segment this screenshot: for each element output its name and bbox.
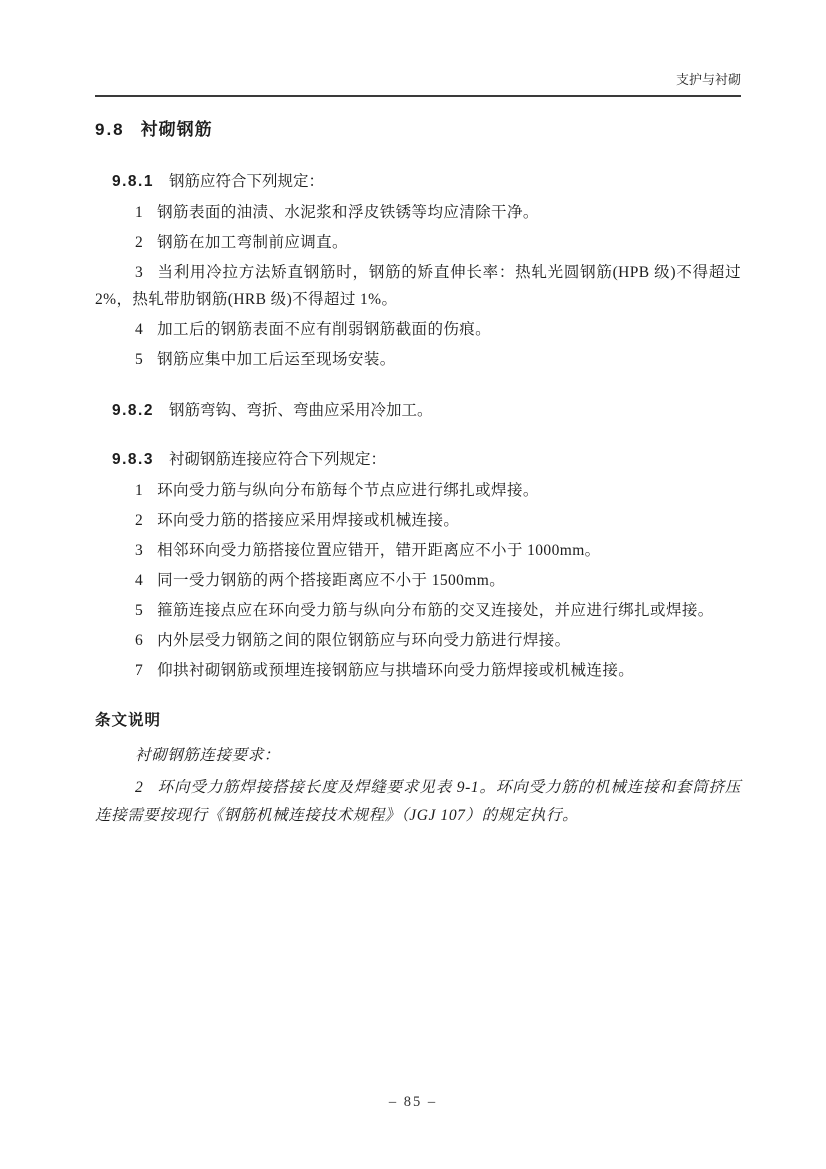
clause-9-8-1 [95, 171, 741, 373]
item-number: 4 [135, 321, 144, 338]
page-number-text: – 85 – [388, 1094, 438, 1110]
clause-9-8-3-item-7 [95, 657, 741, 684]
clause-9-8-1-item-5 [95, 346, 741, 373]
item-text: 当利用冷拉方法矫直钢筋时，钢筋的矫直伸长率：热轧光圆钢筋(HPB 级)不得超过 2%，热轧带肋钢筋(HRB 级)不得超过 1%。 [95, 264, 741, 308]
item-number: 5 [135, 602, 144, 619]
clause-9-8-2-title: 钢筋弯钩、弯折、弯曲应采用冷加工。 [168, 402, 433, 419]
clause-9-8-1-item-2 [95, 229, 741, 256]
commentary-paragraph-text: 环向受力筋焊接搭接长度及焊缝要求见表 9-1。环向受力筋的机械连接和套筒挤压连接需要按现行《钢筋机械连接技术规程》（JGJ 107）的规定执行。 [95, 779, 741, 824]
item-text: 仰拱衬砌钢筋或预埋连接钢筋应与拱墙环向受力筋焊接或机械连接。 [157, 662, 635, 679]
clause-9-8-1-item-1 [95, 199, 741, 226]
commentary-intro: 衬砌钢筋连接要求： [135, 747, 280, 764]
commentary-section [95, 710, 741, 830]
item-number: 2 [135, 234, 144, 251]
item-text: 加工后的钢筋表面不应有削弱钢筋截面的伤痕。 [157, 321, 492, 338]
clause-9-8-2-number: 9.8.2 [112, 402, 154, 419]
item-number: 3 [135, 542, 144, 559]
clause-9-8-3-number: 9.8.3 [112, 451, 154, 468]
item-number: 5 [135, 351, 144, 368]
clause-9-8-1-item-4 [95, 316, 741, 343]
commentary-paragraph-number: 2 [135, 779, 144, 796]
commentary-paragraph [95, 774, 741, 830]
item-number: 7 [135, 662, 144, 679]
item-number: 6 [135, 632, 144, 649]
item-number: 3 [135, 264, 144, 281]
clause-9-8-3-item-4 [95, 567, 741, 594]
clause-9-8-1-heading [95, 171, 741, 193]
item-number: 1 [135, 482, 144, 499]
item-number: 2 [135, 512, 144, 529]
clause-9-8-3-heading [95, 449, 741, 471]
clause-9-8-2 [95, 400, 741, 422]
item-number: 1 [135, 204, 144, 221]
clause-9-8-3-item-5 [95, 597, 741, 624]
item-number: 4 [135, 572, 144, 589]
item-text: 钢筋应集中加工后运至现场安装。 [157, 351, 396, 368]
page-number [0, 1094, 826, 1111]
clause-9-8-3-item-3 [95, 537, 741, 564]
clause-9-8-3-title: 衬砌钢筋连接应符合下列规定： [168, 451, 386, 468]
running-header [95, 0, 741, 97]
commentary-heading: 条文说明 [95, 712, 162, 729]
item-text: 同一受力钢筋的两个搭接距离应不小于 1500mm。 [157, 572, 506, 589]
clause-9-8-1-number: 9.8.1 [112, 173, 154, 190]
item-text: 钢筋在加工弯制前应调直。 [157, 234, 348, 251]
clause-9-8-3 [95, 449, 741, 684]
clause-9-8-1-title: 钢筋应符合下列规定： [168, 173, 324, 190]
running-header-title: 支护与衬砌 [675, 72, 741, 87]
section-title [95, 119, 741, 141]
item-text: 环向受力筋与纵向分布筋每个节点应进行绑扎或焊接。 [157, 482, 539, 499]
clause-9-8-3-item-2 [95, 507, 741, 534]
section-number: 9.8 [95, 120, 125, 139]
section-title-text: 衬砌钢筋 [140, 120, 213, 139]
clause-9-8-3-item-6 [95, 627, 741, 654]
item-text: 箍筋连接点应在环向受力筋与纵向分布筋的交叉连接处，并应进行绑扎或焊接。 [157, 602, 714, 619]
item-text: 钢筋表面的油渍、水泥浆和浮皮铁锈等均应清除干净。 [157, 204, 539, 221]
clause-9-8-3-item-1 [95, 477, 741, 504]
item-text: 环向受力筋的搭接应采用焊接或机械连接。 [157, 512, 460, 529]
page-content [95, 0, 741, 830]
clause-9-8-2-heading [95, 400, 741, 422]
clause-9-8-1-item-3 [95, 259, 741, 313]
item-text: 内外层受力钢筋之间的限位钢筋应与环向受力筋进行焊接。 [157, 632, 571, 649]
item-text: 相邻环向受力筋搭接位置应错开，错开距离应不小于 1000mm。 [157, 542, 601, 559]
